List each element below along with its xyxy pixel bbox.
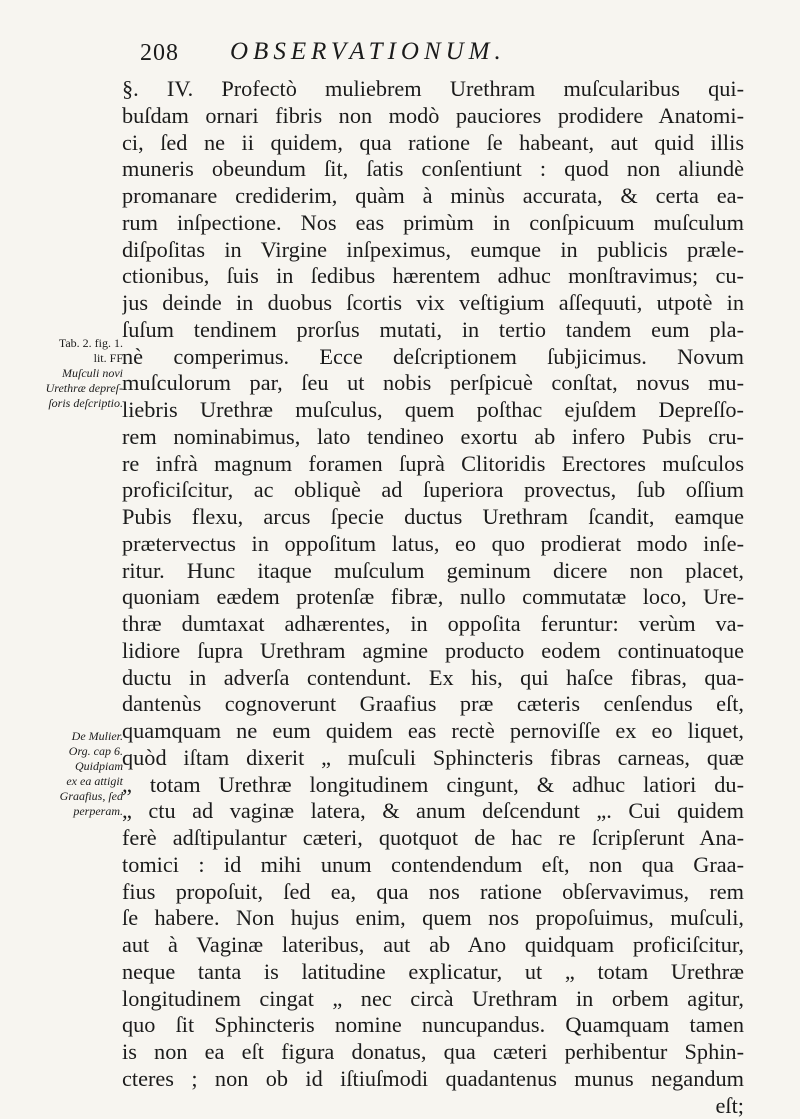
margin-note-line: perperam. — [8, 804, 123, 819]
text-line: ci, ſed ne ii quidem, qua ratione ſe habeant, aut quid illis — [122, 130, 744, 157]
text-line: „ ctu ad vaginæ latera, & anum deſcendunt „. Cui quidem — [122, 798, 744, 825]
text-line: promanare crediderim, quàm à minùs accurata, & certa ea- — [122, 183, 744, 210]
text-line: ſe habere. Non hujus enim, quem nos propoſuimus, muſculi, — [122, 905, 744, 932]
text-line: §. IV. Profectò muliebrem Urethram muſcularibus qui- — [122, 76, 744, 103]
text-line: quo ſit Sphincteris nomine nuncupandus. Quamquam tamen — [122, 1012, 744, 1039]
text-line: nè comperimus. Ecce deſcriptionem ſubjicimus. Novum — [122, 344, 744, 371]
text-line: quoniam eædem protenſæ fibræ, nullo commutatæ loco, Ure- — [122, 584, 744, 611]
text-line: quamquam ne eum quidem eas rectè pernoviſſe ex eo liquet, — [122, 718, 744, 745]
text-line: ctionibus, ſuis in ſedibus hærentem adhuc monſtravimus; cu- — [122, 263, 744, 290]
text-line: re infrà magnum foramen ſuprà Clitoridis Erectores muſculos — [122, 451, 744, 478]
text-line: dantenùs cognoverunt Graafius præ cæteris cenſendus eſt, — [122, 691, 744, 718]
text-line: longitudinem cingat „ nec circà Urethram in orbem agitur, — [122, 986, 744, 1013]
text-line: diſpoſitas in Virgine inſpeximus, eumque in publicis præle- — [122, 237, 744, 264]
page-number: 208 — [140, 40, 179, 67]
text-line: ductu in adverſa contendunt. Ex his, qui haſce fibras, qua- — [122, 665, 744, 692]
text-line: eſt; — [122, 1093, 744, 1119]
text-line: buſdam ornari fibris non modò pauciores prodidere Anatomi- — [122, 103, 744, 130]
text-line: „ totam Urethræ longitudinem cingunt, & adhuc latiori du- — [122, 772, 744, 799]
text-line: Pubis flexu, arcus ſpecie ductus Urethram ſcandit, eamque — [122, 504, 744, 531]
text-line: rem nominabimus, lato tendineo exortu ab infero Pubis cru- — [122, 424, 744, 451]
text-line: ſuſum tendinem prorſus mutati, in tertio tandem eum pla- — [122, 317, 744, 344]
margin-note-line: Graafius, ſed — [8, 789, 123, 804]
text-line: lidiore ſupra Urethram agmine producto eodem continuatoque — [122, 638, 744, 665]
text-line: ritur. Hunc itaque muſculum geminum dicere non placet, — [122, 558, 744, 585]
margin-note-line: Quidpiam — [8, 759, 123, 774]
text-line: is non ea eſt figura donatus, qua cæteri perhibentur Sphin- — [122, 1039, 744, 1066]
text-line: muſculorum par, ſeu ut nobis perſpicuè conſtat, novus mu- — [122, 370, 744, 397]
text-line: muneris obeundum ſit, ſatis conſentiunt : quod non aliundè — [122, 156, 744, 183]
text-line: jus deinde in duobus ſcortis vix veſtigium aſſequuti, utpotè in — [122, 290, 744, 317]
text-line: neque tanta is latitudine explicatur, ut „ totam Urethræ — [122, 959, 744, 986]
margin-note-table-reference — [8, 336, 123, 411]
margin-note-line: Muſculi novi — [8, 366, 123, 381]
text-line: prætervectus in oppoſitum latus, eo quo prodierat modo inſe- — [122, 531, 744, 558]
margin-note-line: ſoris deſcriptio. — [8, 396, 123, 411]
text-line: thræ dumtaxat adhærentes, in oppoſita feruntur: verùm va- — [122, 611, 744, 638]
text-line: cteres ; non ob id iſtiuſmodi quadantenus munus negandum — [122, 1066, 744, 1093]
text-line: rum inſpectione. Nos eas primùm in conſpicuum muſculum — [122, 210, 744, 237]
text-line: quòd iſtam dixerit „ muſculi Sphincteris fibras carneas, quæ — [122, 745, 744, 772]
text-line: tomici : id mihi unum contendendum eſt, non qua Graa- — [122, 852, 744, 879]
margin-note-line: Org. cap 6. — [8, 744, 123, 759]
margin-note-line: lit. FF — [8, 351, 123, 366]
body-text — [122, 76, 744, 1119]
text-line: aut à Vaginæ lateribus, aut ab Ano quidquam proficiſcitur, — [122, 932, 744, 959]
margin-note-line: Urethræ depreſ- — [8, 381, 123, 396]
margin-note-graafius-reference — [8, 729, 123, 819]
text-line: proficiſcitur, ac obliquè ad ſuperiora provectus, ſub oſſium — [122, 477, 744, 504]
page-header — [140, 36, 740, 70]
text-line: liebris Urethræ muſculus, quem poſthac ejuſdem Depreſſo- — [122, 397, 744, 424]
margin-note-line: De Mulier. — [8, 729, 123, 744]
running-head: OBSERVATIONUM. — [230, 38, 506, 66]
margin-note-line: Tab. 2. fig. 1. — [8, 336, 123, 351]
text-line: fius propoſuit, ſed ea, qua nos ratione obſervavimus, rem — [122, 879, 744, 906]
margin-note-line: ex ea attigit — [8, 774, 123, 789]
text-line: ferè adſtipulantur cæteri, quotquot de hac re ſcripſerunt Ana- — [122, 825, 744, 852]
